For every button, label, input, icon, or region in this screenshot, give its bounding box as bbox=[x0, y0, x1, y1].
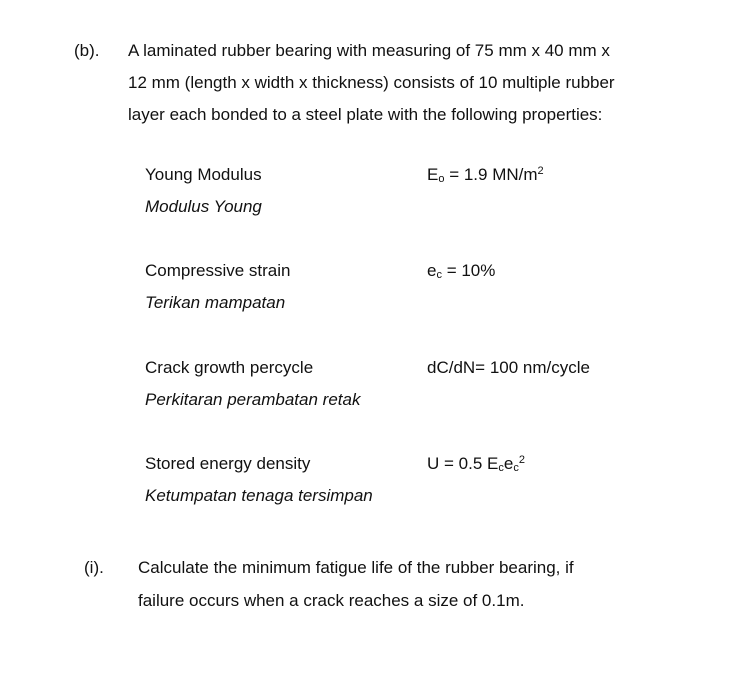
property-name-compressive-strain: Compressive strain bbox=[145, 261, 291, 280]
question-line-2: 12 mm (length x width x thickness) consists of 10 multiple rubber bbox=[128, 73, 615, 92]
property-value-stored-energy: U = 0.5 $E_ce_c^2$ bbox=[427, 454, 525, 474]
property-name-malay-stored-energy: Ketumpatan tenaga tersimpan bbox=[145, 486, 373, 505]
property-name-crack-growth: Crack growth percycle bbox=[145, 358, 314, 377]
question-line-3: layer each bonded to a steel plate with the following properties: bbox=[128, 105, 603, 124]
subquestion-label: (i). bbox=[84, 558, 104, 577]
property-name-young-modulus: Young Modulus bbox=[145, 165, 262, 184]
property-value-crack-growth: dC/dN= 100 nm/cycle bbox=[427, 358, 590, 377]
property-name-malay-compressive-strain: Terikan mampatan bbox=[145, 293, 286, 312]
property-name-stored-energy: Stored energy density bbox=[145, 454, 311, 473]
question-line-1: A laminated rubber bearing with measuring of 75 mm x 40 mm x bbox=[128, 41, 610, 60]
subquestion-line-1: Calculate the minimum fatigue life of the rubber bearing, if bbox=[138, 558, 574, 577]
property-value-young-modulus: $E_o = 1.9$ $MN/m^2$ bbox=[427, 165, 544, 185]
property-name-malay-young-modulus: Modulus Young bbox=[145, 197, 262, 216]
property-value-compressive-strain: $e_c = 10\%$ bbox=[427, 261, 496, 281]
property-name-malay-crack-growth: Perkitaran perambatan retak bbox=[145, 390, 361, 409]
subquestion-line-2: failure occurs when a crack reaches a size of 0.1m. bbox=[138, 591, 525, 610]
question-label: (b). bbox=[74, 41, 100, 60]
